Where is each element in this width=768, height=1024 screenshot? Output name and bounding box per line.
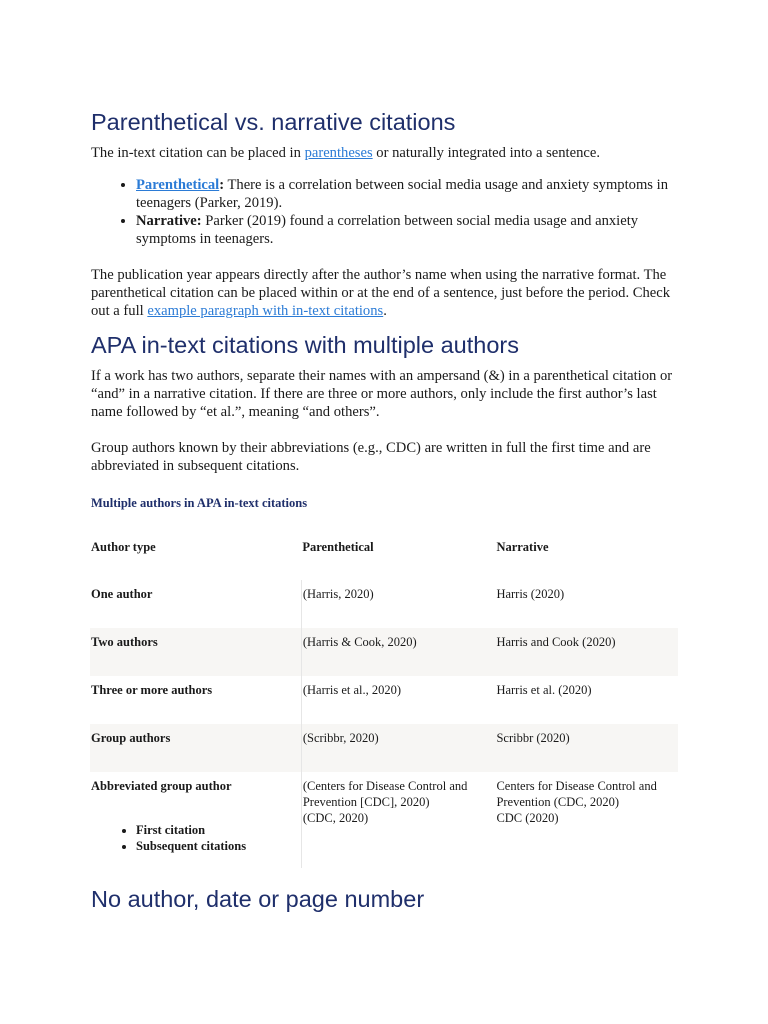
narrative-example: Parker (2019) found a correlation between social media usage and anxiety symptoms in teenagers. — [136, 213, 639, 247]
citation-occurrence-list — [91, 822, 301, 854]
narrative-term: Narrative: — [136, 213, 202, 229]
parenthetical-subsequent-citation: (CDC, 2020) — [302, 811, 369, 825]
group-authors-paragraph: Group authors known by their abbreviations (e.g., CDC) are written in full the first time and are abbreviated in subsequent citations. — [91, 440, 651, 474]
parenthetical-link[interactable]: Parenthetical — [136, 177, 220, 193]
narrative-first-citation: Centers for Disease Control and Prevention (CDC, 2020) — [496, 779, 657, 809]
parenthetical-first-citation: (Centers for Disease Control and Prevention [CDC], 2020) — [302, 779, 468, 809]
section-heading-parenthetical-vs-narrative: Parenthetical vs. narrative citations — [91, 109, 456, 135]
row-author-type: Two authors — [90, 628, 301, 676]
citation-types-list — [91, 176, 681, 248]
narrative-subsequent-citation: CDC (2020) — [496, 811, 559, 825]
row-parenthetical — [301, 772, 495, 868]
list-item-narrative — [136, 212, 681, 248]
para2-text-before: The publication year appears directly after the author’s name when using the narrative format. The parenthetical citation can be placed within or at the end of a sentence, just before the period. Check out a full — [91, 267, 671, 319]
row-narrative: Harris and Cook (2020) — [495, 628, 678, 676]
abbreviated-group-label: Abbreviated group author — [91, 779, 232, 793]
list-item-subsequent-citations: • Subsequent citations — [136, 838, 301, 854]
parenthetical-colon: : — [219, 177, 225, 193]
table-row — [90, 724, 678, 772]
intro-paragraph — [91, 144, 681, 162]
multiple-authors-paragraph: If a work has two authors, separate their names with an ampersand (&) in a parenthetical citation or “and” in a narrative citation. If there are three or more authors, only include the first author’s last name followed by “et al.”, meaning “and others”. — [91, 368, 673, 420]
header-author-type: Author type — [91, 540, 156, 554]
table-row-abbreviated-group — [90, 772, 678, 868]
parentheses-link[interactable]: parentheses — [304, 145, 373, 161]
list-item-first-citation: • First citation — [136, 822, 301, 838]
row-narrative: Scribbr (2020) — [495, 724, 678, 772]
citation-table — [90, 533, 678, 868]
row-author-type: Three or more authors — [91, 683, 213, 697]
publication-year-paragraph — [91, 266, 681, 320]
section-heading-multiple-authors: APA in-text citations with multiple authors — [91, 332, 519, 358]
example-paragraph-link[interactable]: example paragraph with in-text citations — [147, 303, 384, 319]
document-content — [91, 108, 681, 913]
table-row — [90, 628, 678, 676]
parenthetical-example: There is a correlation between social media usage and anxiety symptoms in teenagers (Parker, 2019). — [136, 177, 668, 211]
header-narrative: Narrative — [496, 540, 549, 554]
para2-text-after: . — [383, 303, 387, 319]
table-row — [90, 676, 678, 724]
row-author-type: One author — [91, 587, 153, 601]
row-narrative — [495, 772, 678, 868]
row-parenthetical: (Harris & Cook, 2020) — [301, 628, 495, 676]
row-author-type — [90, 772, 301, 868]
row-author-type: Group authors — [90, 724, 301, 772]
section-heading-no-author: No author, date or page number — [91, 886, 425, 912]
table-row — [90, 580, 678, 628]
intro-text-before: The in-text citation can be placed in — [91, 145, 305, 161]
row-parenthetical: (Harris et al., 2020) — [301, 676, 495, 724]
row-parenthetical: (Harris, 2020) — [301, 580, 495, 628]
list-item-parenthetical — [136, 176, 681, 212]
table-header-row — [90, 533, 678, 580]
row-parenthetical: (Scribbr, 2020) — [301, 724, 495, 772]
header-parenthetical: Parenthetical — [302, 540, 374, 554]
row-narrative: Harris et al. (2020) — [496, 683, 592, 697]
row-narrative: Harris (2020) — [496, 587, 565, 601]
intro-text-after: or naturally integrated into a sentence. — [372, 145, 600, 161]
table-caption: Multiple authors in APA in-text citations — [91, 496, 308, 510]
